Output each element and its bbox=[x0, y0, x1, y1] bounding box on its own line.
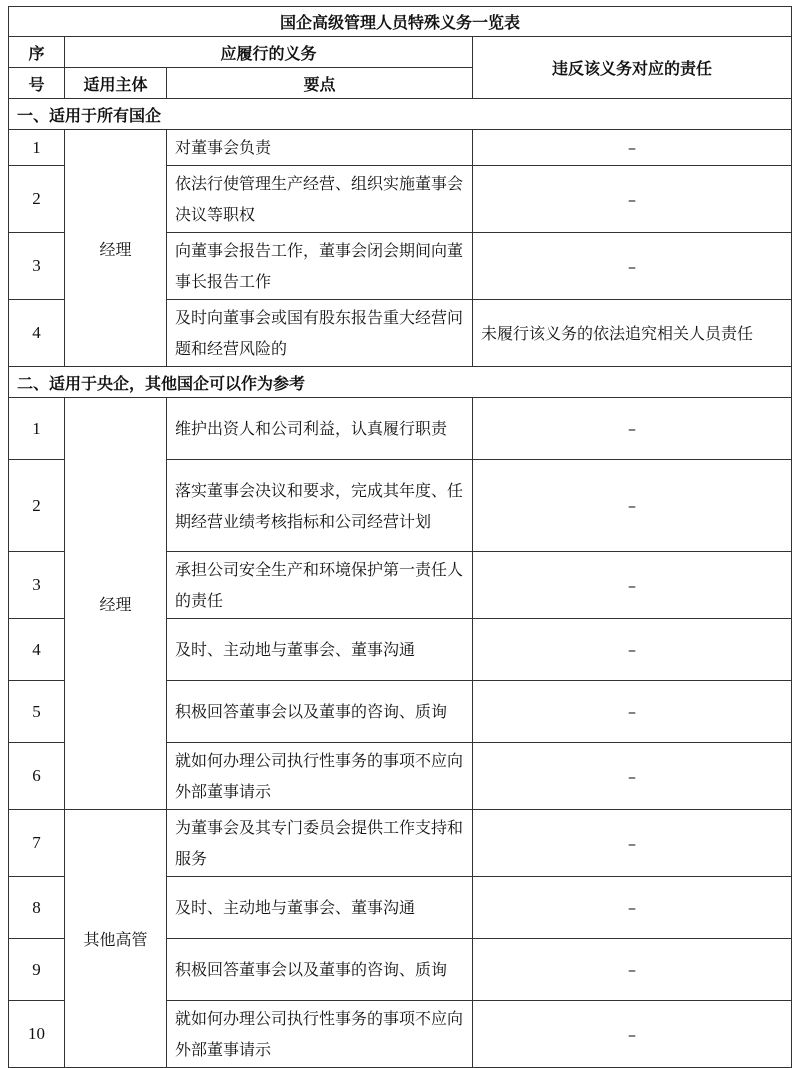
header-no-top: 序 bbox=[9, 37, 65, 68]
row-number: 1 bbox=[9, 398, 65, 460]
row-number: 6 bbox=[9, 743, 65, 810]
responsibility-cell: – bbox=[473, 552, 792, 619]
point-cell: 就如何办理公司执行性事务的事项不应向外部董事请示 bbox=[167, 743, 473, 810]
header-point: 要点 bbox=[167, 68, 473, 99]
responsibility-cell: – bbox=[473, 1001, 792, 1068]
responsibility-cell: – bbox=[473, 233, 792, 300]
responsibility-cell: – bbox=[473, 619, 792, 681]
point-cell: 依法行使管理生产经营、组织实施董事会决议等职权 bbox=[167, 166, 473, 233]
row-number: 2 bbox=[9, 460, 65, 552]
header-duty: 应履行的义务 bbox=[65, 37, 473, 68]
table-row bbox=[9, 810, 792, 877]
row-number: 5 bbox=[9, 681, 65, 743]
responsibility-cell: – bbox=[473, 398, 792, 460]
table-title: 国企高级管理人员特殊义务一览表 bbox=[9, 7, 792, 37]
subject-cell: 其他高管 bbox=[65, 810, 167, 1068]
row-number: 4 bbox=[9, 619, 65, 681]
responsibility-cell: – bbox=[473, 810, 792, 877]
subject-cell: 经理 bbox=[65, 398, 167, 810]
point-cell: 及时向董事会或国有股东报告重大经营问题和经营风险的 bbox=[167, 300, 473, 367]
row-number: 1 bbox=[9, 130, 65, 166]
responsibility-cell: 未履行该义务的依法追究相关人员责任 bbox=[473, 300, 792, 367]
point-cell: 积极回答董事会以及董事的咨询、质询 bbox=[167, 681, 473, 743]
row-number: 3 bbox=[9, 233, 65, 300]
point-cell: 承担公司安全生产和环境保护第一责任人的责任 bbox=[167, 552, 473, 619]
header-subject: 适用主体 bbox=[65, 68, 167, 99]
header-no-bottom: 号 bbox=[9, 68, 65, 99]
subject-cell: 经理 bbox=[65, 130, 167, 367]
responsibility-cell: – bbox=[473, 877, 792, 939]
table-row bbox=[9, 398, 792, 460]
point-cell: 积极回答董事会以及董事的咨询、质询 bbox=[167, 939, 473, 1001]
header-responsibility: 违反该义务对应的责任 bbox=[473, 37, 792, 99]
point-cell: 为董事会及其专门委员会提供工作支持和服务 bbox=[167, 810, 473, 877]
responsibility-cell: – bbox=[473, 939, 792, 1001]
responsibility-cell: – bbox=[473, 743, 792, 810]
responsibility-cell: – bbox=[473, 130, 792, 166]
row-number: 10 bbox=[9, 1001, 65, 1068]
point-cell: 向董事会报告工作，董事会闭会期间向董事长报告工作 bbox=[167, 233, 473, 300]
row-number: 7 bbox=[9, 810, 65, 877]
row-number: 8 bbox=[9, 877, 65, 939]
row-number: 9 bbox=[9, 939, 65, 1001]
row-number: 3 bbox=[9, 552, 65, 619]
point-cell: 对董事会负责 bbox=[167, 130, 473, 166]
row-number: 4 bbox=[9, 300, 65, 367]
table-row bbox=[9, 130, 792, 166]
row-number: 2 bbox=[9, 166, 65, 233]
point-cell: 及时、主动地与董事会、董事沟通 bbox=[167, 619, 473, 681]
duties-table bbox=[8, 6, 792, 1068]
point-cell: 维护出资人和公司利益，认真履行职责 bbox=[167, 398, 473, 460]
point-cell: 落实董事会决议和要求，完成其年度、任期经营业绩考核指标和公司经营计划 bbox=[167, 460, 473, 552]
section-title: 一、适用于所有国企 bbox=[9, 99, 792, 130]
responsibility-cell: – bbox=[473, 460, 792, 552]
responsibility-cell: – bbox=[473, 166, 792, 233]
point-cell: 就如何办理公司执行性事务的事项不应向外部董事请示 bbox=[167, 1001, 473, 1068]
point-cell: 及时、主动地与董事会、董事沟通 bbox=[167, 877, 473, 939]
responsibility-cell: – bbox=[473, 681, 792, 743]
section-title: 二、适用于央企，其他国企可以作为参考 bbox=[9, 367, 792, 398]
